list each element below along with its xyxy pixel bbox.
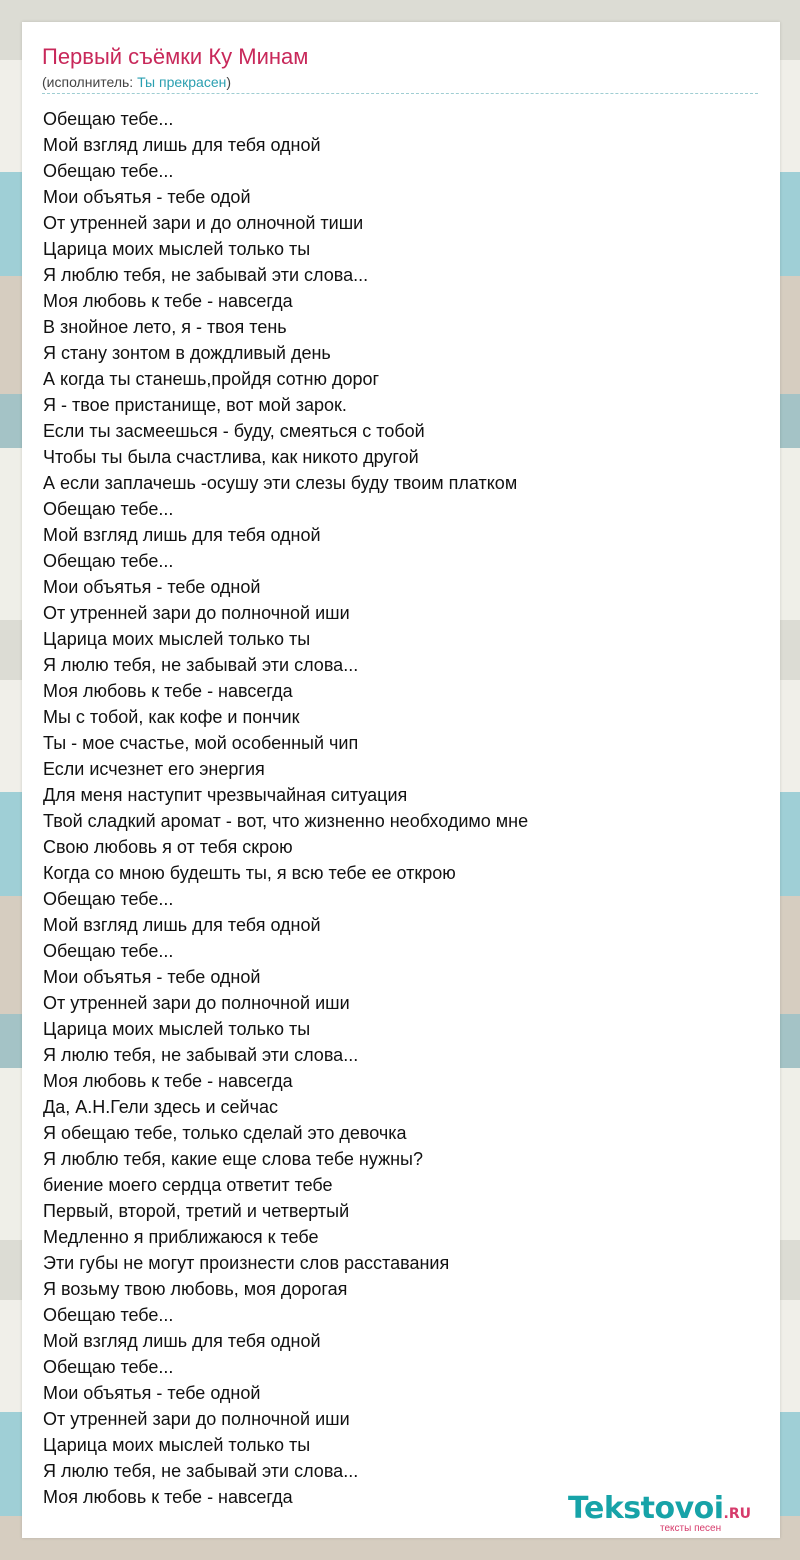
- logo-tagline: тексты песен: [660, 1523, 722, 1534]
- lyric-line: Мой взгляд лишь для тебя одной: [43, 1331, 321, 1351]
- lyric-line: биение моего сердца ответит тебе: [43, 1175, 333, 1195]
- lyric-line: Если ты засмеешься - буду, смеяться с тобой: [43, 421, 425, 441]
- lyric-line: Обещаю тебе...: [43, 551, 174, 571]
- lyric-line: Для меня наступит чрезвычайная ситуация: [43, 785, 408, 805]
- lyric-line: Моя любовь к тебе - навсегда: [43, 291, 293, 311]
- lyric-line: Обещаю тебе...: [43, 941, 174, 961]
- lyric-line: Обещаю тебе...: [43, 1305, 174, 1325]
- lyric-line: Мой взгляд лишь для тебя одной: [43, 915, 321, 935]
- lyric-line: Когда со мною будешть ты, я всю тебе ее открою: [43, 863, 456, 883]
- lyric-line: Мой взгляд лишь для тебя одной: [43, 135, 321, 155]
- lyric-line: Я люблю тебя, какие еще слова тебе нужны?: [43, 1149, 424, 1169]
- lyric-line: А когда ты станешь,пройдя сотню дорог: [43, 369, 380, 389]
- title-divider: [42, 93, 758, 94]
- lyric-line: Да, А.Н.Гели здесь и сейчас: [43, 1097, 278, 1117]
- lyric-line: Мои объятья - тебе одой: [43, 187, 251, 207]
- lyric-line: От утренней зари до полночной иши: [43, 1409, 350, 1429]
- lyric-line: От утренней зари и до олночной тиши: [43, 213, 364, 233]
- lyric-line: Моя любовь к тебе - навсегда: [43, 1071, 293, 1091]
- lyric-line: От утренней зари до полночной иши: [43, 993, 350, 1013]
- lyric-line: Первый, второй, третий и четвертый: [43, 1201, 350, 1221]
- lyric-line: Обещаю тебе...: [43, 109, 174, 129]
- lyric-line: Эти губы не могут произнести слов расставания: [43, 1253, 450, 1273]
- lyrics-body: [43, 106, 763, 1510]
- lyric-line: Медленно я приближаюся к тебе: [43, 1227, 319, 1247]
- lyric-line: Я люлю тебя, не забывай эти слова...: [43, 655, 359, 675]
- lyric-line: Мои объятья - тебе одной: [43, 577, 261, 597]
- lyric-line: Я - твое пристанище, вот мой зарок.: [43, 395, 347, 415]
- lyric-line: Я обещаю тебе, только сделай это девочка: [43, 1123, 407, 1143]
- lyric-line: Чтобы ты была счастлива, как никото другой: [43, 447, 419, 467]
- lyric-line: Мы с тобой, как кофе и пончик: [43, 707, 300, 727]
- artist-link[interactable]: Ты прекрасен: [137, 74, 227, 90]
- lyric-line: Я люлю тебя, не забывай эти слова...: [43, 1045, 359, 1065]
- lyric-line: Обещаю тебе...: [43, 889, 174, 909]
- song-title: Первый съёмки Ку Минам: [42, 44, 309, 69]
- site-logo[interactable]: [568, 1492, 778, 1536]
- lyric-line: Царица моих мыслей только ты: [43, 1435, 311, 1455]
- lyrics-card: [22, 22, 780, 1538]
- lyric-line: От утренней зари до полночной иши: [43, 603, 350, 623]
- lyric-line: Царица моих мыслей только ты: [43, 1019, 311, 1039]
- lyric-line: Царица моих мыслей только ты: [43, 239, 311, 259]
- lyric-line: Я люлю тебя, не забывай эти слова...: [43, 1461, 359, 1481]
- artist-suffix: ): [226, 74, 232, 90]
- lyric-line: Твой сладкий аромат - вот, что жизненно необходимо мне: [43, 811, 529, 831]
- lyric-line: Свою любовь я от тебя скрою: [43, 837, 293, 857]
- lyric-line: Моя любовь к тебе - навсегда: [43, 1487, 293, 1507]
- lyric-line: Мои объятья - тебе одной: [43, 967, 261, 987]
- lyric-line: Я стану зонтом в дождливый день: [43, 343, 331, 363]
- lyric-line: Обещаю тебе...: [43, 499, 174, 519]
- lyric-line: Если исчезнет его энергия: [43, 759, 265, 779]
- lyric-line: Моя любовь к тебе - навсегда: [43, 681, 293, 701]
- logo-main-text: Tekstovoi: [568, 1491, 724, 1526]
- lyric-line: А если заплачешь -осушу эти слезы буду твоим платком: [43, 473, 518, 493]
- lyric-line: Мой взгляд лишь для тебя одной: [43, 525, 321, 545]
- lyric-line: Царица моих мыслей только ты: [43, 629, 311, 649]
- lyric-line: Обещаю тебе...: [43, 161, 174, 181]
- artist-prefix: (исполнитель:: [42, 74, 138, 90]
- lyric-line: Я люблю тебя, не забывай эти слова...: [43, 265, 369, 285]
- lyric-line: Я возьму твою любовь, моя дорогая: [43, 1279, 348, 1299]
- logo-domain: .RU: [723, 1506, 752, 1522]
- lyric-line: Обещаю тебе...: [43, 1357, 174, 1377]
- artist-line: [42, 73, 231, 91]
- lyric-line: Ты - мое счастье, мой особенный чип: [43, 733, 359, 753]
- lyric-line: В знойное лето, я - твоя тень: [43, 317, 287, 337]
- lyric-line: Мои объятья - тебе одной: [43, 1383, 261, 1403]
